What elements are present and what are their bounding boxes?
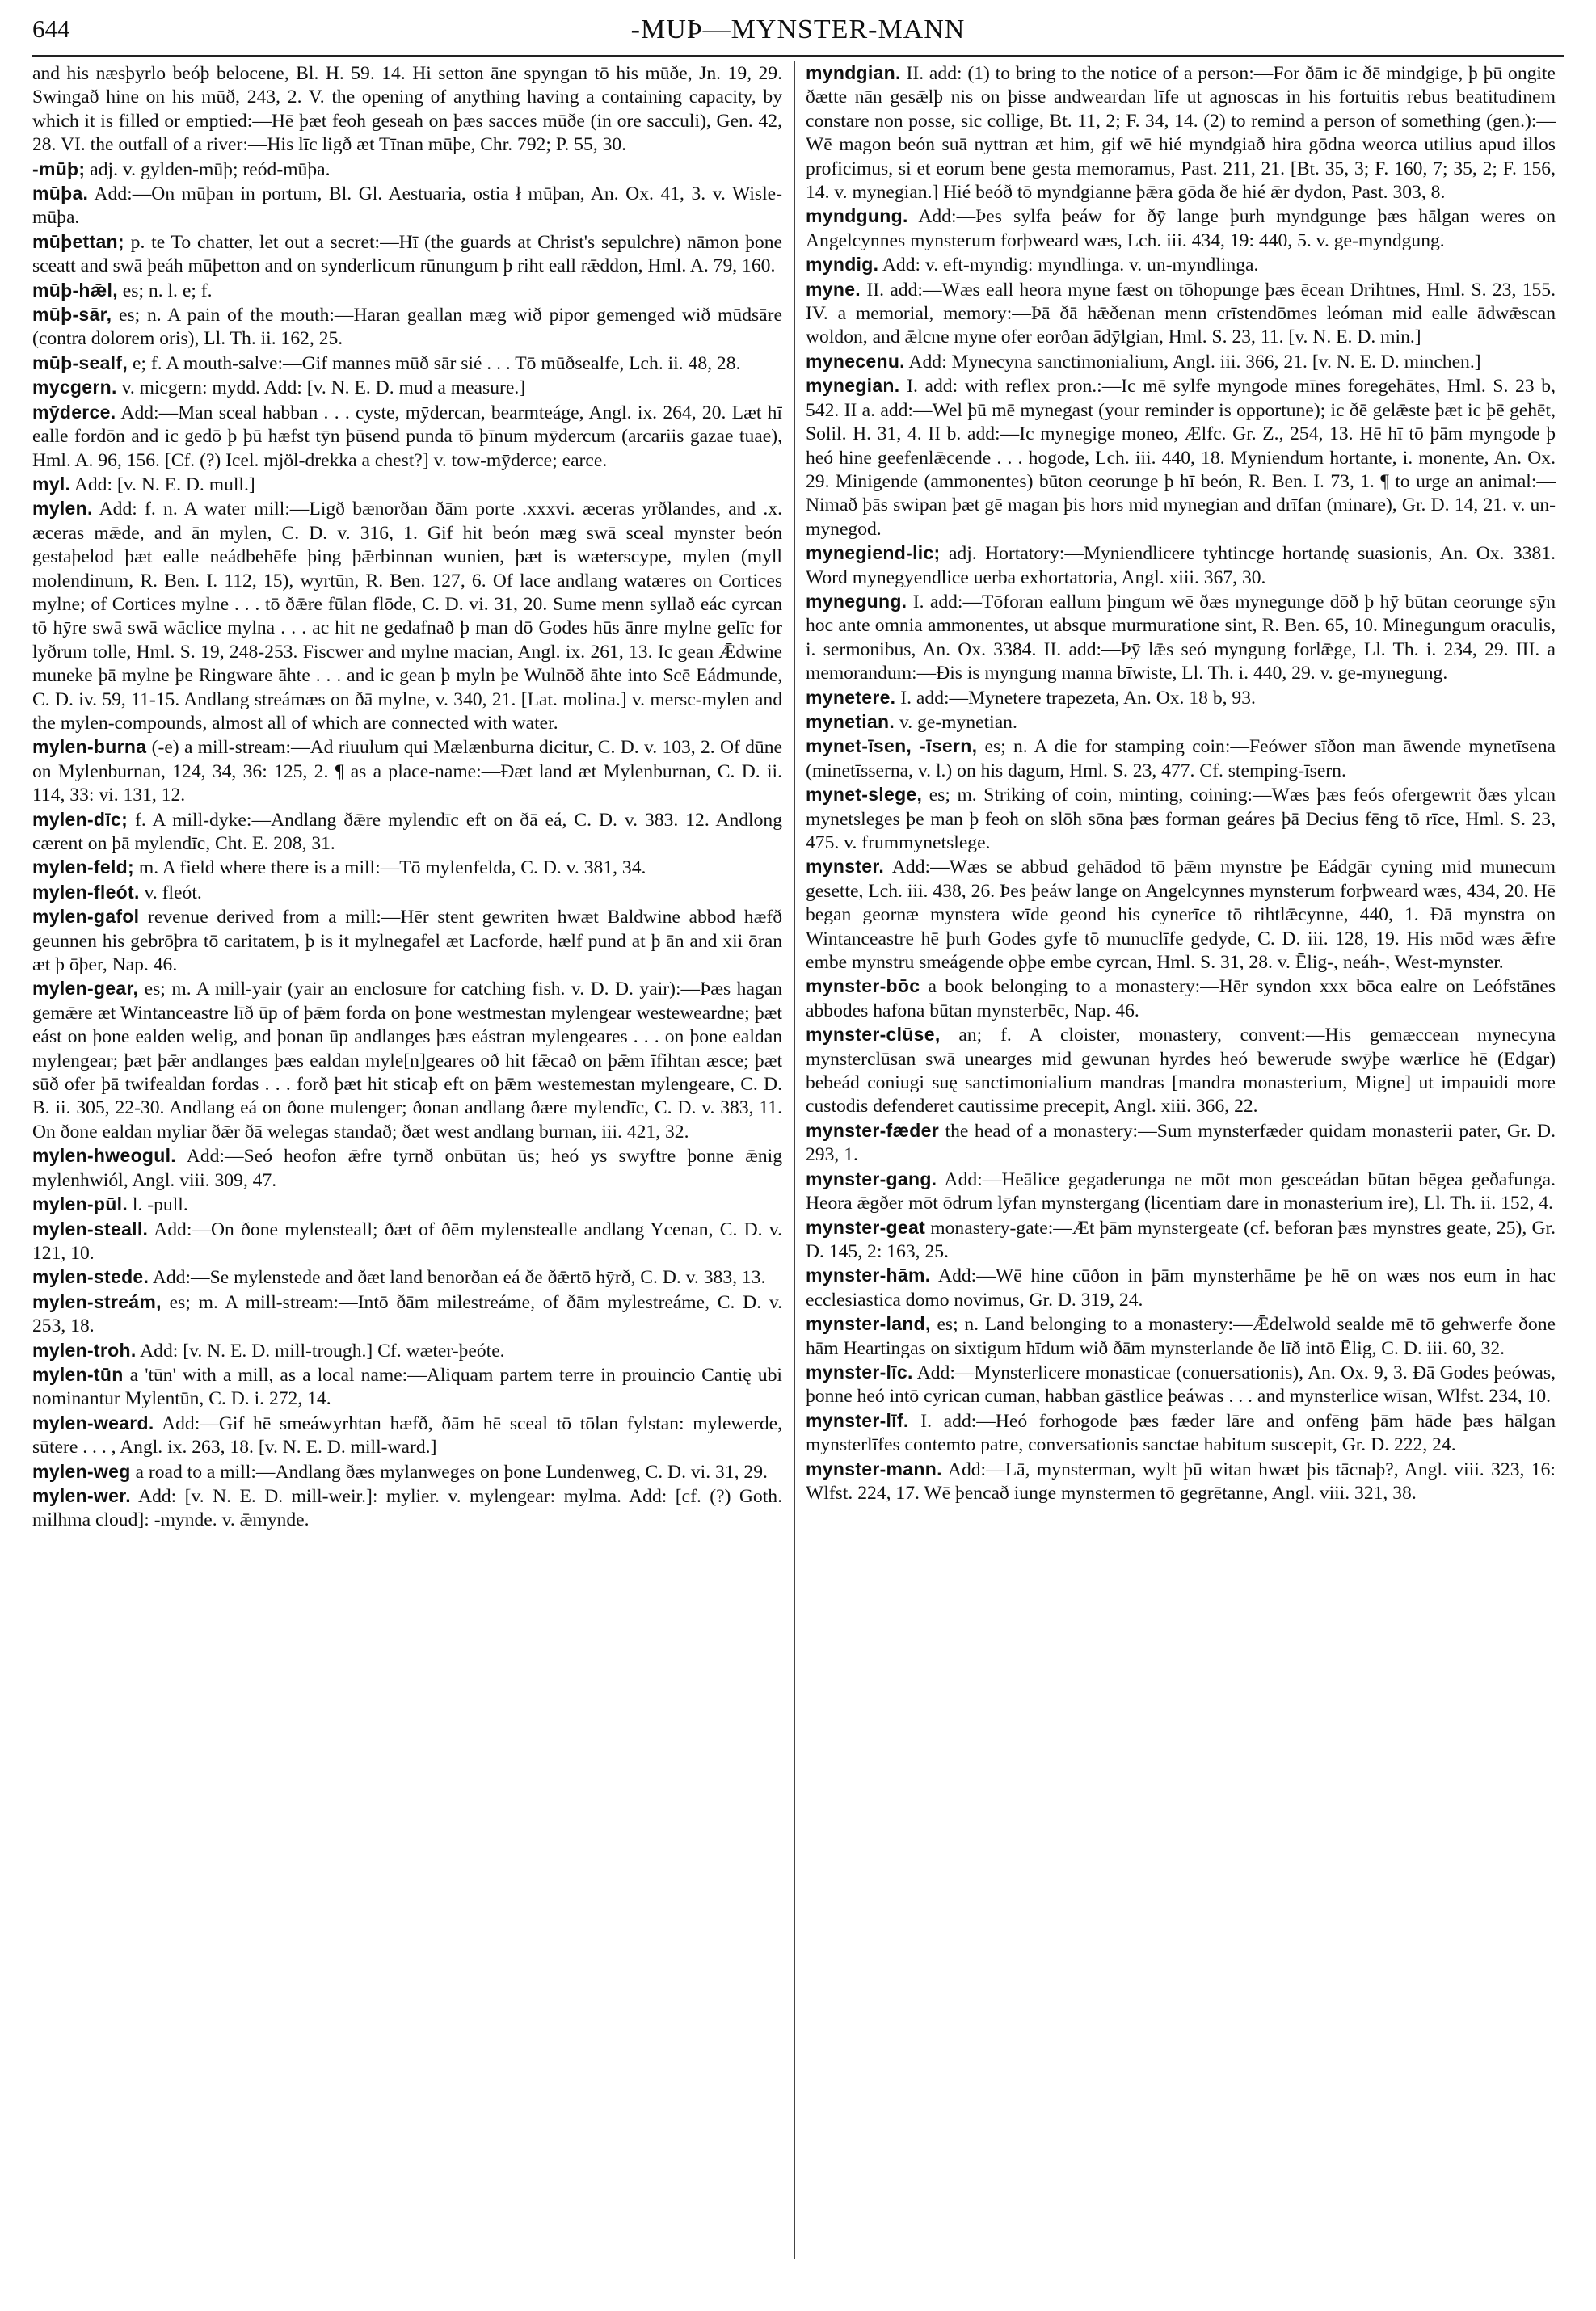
- entry-text: adj. Hortatory:—Myniendlicere tyhtincge hortandę suasionis, An. Ox. 3381. Word mynegyendlice uerba exhortatoria, Angl. xiii. 367, 30.: [806, 543, 1556, 588]
- entry-text: a 'tūn' with a mill, as a local name:—Aliquam partem terre in prouincio Cantię ubi nominantur Mylentūn, C. D. i. 272, 14.: [32, 1364, 782, 1410]
- dictionary-entry: [32, 1339, 782, 1363]
- headword: mynetere.: [806, 686, 896, 708]
- entry-text: the head of a monastery:—Sum mynsterfæder quidam monasterii pater, Gr. D. 293, 1.: [806, 1120, 1556, 1166]
- entry-text: Add:—Mynsterlicere monasticae (conuersationis), An. Ox. 9, 3. Ðā Godes þeówas, þonne heó intō cyrican cuman, habban gāstlice þeáwas . . . and mynsterlice wīsan, Wlfst. 234, 10.: [806, 1362, 1556, 1408]
- dictionary-entry: [32, 1265, 782, 1290]
- dictionary-entry: [806, 974, 1556, 1023]
- entry-text: Add:—Wæs se abbud gehādod tō þǣm mynstre þe Eádgār cyning mid munecum gesette, Lch. iii. 438, 26. Þes þeáw lange on Angelcynnes mynsterum forþweard wæs, 434, 20. Hē began geornæ mynstera wīde geond his cynerīce tō rihtlǣcynne, 440, 1. Ðā mynstra on Wintanceastre hē þurh Godes gyfe tō munuclīfe gedyde, C. D. iii. 128, 19. His mōd wæs ǣfre embe mynstru smeágende oþþe embe cyrcan, Hml. S. 31, 28. v. Ēlig-, neáh-, West-mynster.: [806, 857, 1556, 974]
- dictionary-entry: [32, 1144, 782, 1193]
- dictionary-entry: [32, 473, 782, 497]
- entry-text: a road to a mill:—Andlang ðæs mylanweges on þone Lundenweg, C. D. vi. 31, 29.: [135, 1461, 768, 1483]
- entry-text: adj. v. gylden-mūþ; reód-mūþa.: [90, 158, 331, 180]
- right-column: [806, 61, 1556, 2292]
- headword: mūþettan;: [32, 230, 124, 252]
- entry-text: and his næsþyrlo beóþ belocene, Bl. H. 59. 14. Hi setton āne spyngan tō his mūðe, Jn. 19, 29. Swingað hine on his mūð, 243, 2. V. the opening of anything having a containing capacity, by which it is filled or emptied:—Hē þæt feoh geseah on þæs sacces mūðe (in ore sacculi), Gen. 42, 28. VI. the outfall of a river:—His līc ligð æt Tīnan mūþe, Chr. 792; P. 55, 30.: [32, 63, 782, 156]
- dictionary-entry: [806, 253, 1556, 277]
- dictionary-entry: [32, 1193, 782, 1217]
- entry-text: es; n. A pain of the mouth:—Haran geallan mæg wið pipor gemenged wið mūdsāre (contra dolorem oris), Ll. Th. ii. 162, 25.: [32, 305, 782, 350]
- dictionary-entry: [32, 905, 782, 977]
- entry-text: monastery-gate:—Æt þām mynstergeate (cf. beforan þæs mynstres geate, 25), Gr. D. 145, 2: 163, 25.: [806, 1217, 1556, 1262]
- entry-text: I. add:—Heó forhogode þæs fæder lāre and onfēng þām hāde þæs hālgan mynsterlīfes contemto patre, conversationis sanctae habitum suscepit, Gr. D. 222, 24.: [806, 1410, 1556, 1456]
- entry-text: Add:—On ðone mylensteall; ðæt of ðēm mylenstealle andlang Ycenan, C. D. v. 121, 10.: [32, 1219, 782, 1264]
- entry-text: Add:—Seó heofon ǣfre tyrnð onbūtan ūs; heó ys swyftre þonne ǣnig mylenhwiól, Angl. viii. 309, 47.: [32, 1146, 782, 1191]
- headword: mylen-dīc;: [32, 808, 128, 830]
- dictionary-entry: [32, 735, 782, 807]
- entry-text: Add:—On mūþan in portum, Bl. Gl. Aestuaria, ostia ł mūþan, An. Ox. 41, 3. v. Wisle-mūþa.: [32, 183, 782, 229]
- dictionary-entry: [806, 783, 1556, 855]
- dictionary-entry: [32, 1460, 782, 1484]
- dictionary-entry: [32, 856, 782, 880]
- left-column: [32, 61, 782, 2292]
- headword: mynegian.: [806, 375, 900, 397]
- dictionary-entry: [32, 1412, 782, 1460]
- dictionary-entry: [806, 590, 1556, 686]
- headword: mylen-stede.: [32, 1266, 149, 1288]
- dictionary-entry: [32, 977, 782, 1144]
- dictionary-entry: [806, 855, 1556, 974]
- entry-text: v. ge-mynetian.: [899, 711, 1017, 733]
- entry-text: p. te To chatter, let out a secret:—Hī (the guards at Christ's sepulchre) nāmon þone sceatt and swā þeáh mūþetton and on synderlicum rūnungum þ riht eall rǣddon, Hml. A. 79, 160.: [32, 231, 782, 277]
- headword: mynster-gang.: [806, 1168, 937, 1189]
- entry-text: Add: f. n. A water mill:—Ligð bænorðan ðām porte .xxxvi. æceras yrðlandes, and .x. æceras mǣde, and ān mylen, C. D. v. 316, 1. Gif hit beón mæg swā sceal mynster beón gestaþelod þæt ealle neádbehēfe þing þǣrbinnan wunien, þæt is wæterscype, mylen (myll molendinum, R. Ben. I. 112, 15), wyrtūn, R. Ben. 127, 6. Of lace andlang watæres on Cortices mylne; of Cortices mylne . . . tō ðǣre fūlan flōde, C. D. vi. 31, 20. Sume menn syllað eác cyrcan tō hȳre swā swā wāclice mylna . . . ac hit ne gedafnað þ man dō Godes hūs ānre mylne gelīc for lyðrum tolle, Hml. S. 19, 248-253. Fiscwer and mylne macian, Angl. ix. 261, 13. Ic gean Ǣdwine muneke þā mylne þe Ringware āhte . . . and ic gean þ myln þe Wulnōð āhte into Scē Eádmunde, C. D. iv. 59, 11-15. Andlang streámæs on ðā mylne, v. 340, 21. [Lat. molina.] v. mersc-mylen and the mylen-compounds, almost all of which are connected with water.: [32, 499, 782, 734]
- dictionary-entry: [32, 808, 782, 857]
- entry-text: Add: Mynecyna sanctimonialium, Angl. iii. 366, 21. [v. N. E. D. minchen.]: [908, 351, 1481, 373]
- headword: mynegung.: [806, 590, 907, 612]
- entry-text: Add:—Wē hine cūðon in þām mynsterhāme þe hē on wæs nos eum in hac ecclesiastica domo novimus, Gr. D. 319, 24.: [806, 1265, 1556, 1311]
- headword: myndig.: [806, 254, 879, 276]
- dictionary-entry: [806, 710, 1556, 735]
- entry-text: I. add:—Tōforan eallum þingum wē ðæs mynegunge dōð þ hȳ būtan ceorunge sȳn hoc ante omnia ammonentes, ut absque murmuratione sint, R. Ben. 65, 10. Minegungum oraculis, i. sermonibus, An. Ox. 3384. II. add:—Þȳ lǣs seó myngung forlǣge, Ll. Th. i. 234, 29. III. a memorandum:—Ðis is myngung manna bīwiste, Ll. Th. i. 440, 29. v. ge-mynegung.: [806, 591, 1556, 684]
- entry-text: II. add: (1) to bring to the notice of a person:—For ðām ic ðē mindgige, þ þū ongite ðætte nān gesǣlþ nis on þisse andweardan līfe ut agnoscas in his fortuitis rebus beatitudinem constare non posse, sic collige, Bt. 11, 2; F. 34, 14. (2) to remind a person of something (gen.):—Wē magon beón suā nyttran æt him, gif wē hié myndgiað hira gōdna weorca utilius apud illos proficimus, si et eorum bene gesta memoramus, Past. 211, 21. [Bt. 35, 3; F. 160, 7; 35, 2; F. 156, 14. v. mynegian.] Hié beóð tō myndgianne þǣra gōda ðe hié ǣr dydon, Past. 303, 8.: [806, 63, 1556, 204]
- dictionary-entry: [806, 204, 1556, 253]
- dictionary-entry: [806, 278, 1556, 350]
- entry-text: Add: v. eft-myndig: myndlinga. v. un-myndlinga.: [882, 255, 1259, 276]
- entry-text: a book belonging to a monastery:—Hēr syndon xxx bōca ealre on Leófstānes abbodes hafona būtan mynsterbēc, Nap. 46.: [806, 976, 1556, 1021]
- dictionary-entry: [806, 1312, 1556, 1361]
- headword: myne.: [806, 278, 861, 300]
- dictionary-entry: [806, 735, 1556, 783]
- dictionary-entry: [806, 1216, 1556, 1265]
- entry-text: Add:—Se mylenstede and ðæt land benorðan eá ðe ðǣrtō hȳrð, C. D. v. 383, 13.: [152, 1267, 766, 1289]
- entry-text: Add:—Gif hē smeáwyrhtan hæfð, ðām hē sceal tō tōlan fylstan: mylewerde, sūtere . . . , Angl. ix. 263, 18. [v. N. E. D. mill-ward.]: [32, 1412, 782, 1459]
- dictionary-entry: [806, 1361, 1556, 1409]
- headword: mūþ-hǣl,: [32, 279, 118, 301]
- headword: mylen-weg: [32, 1460, 131, 1482]
- dictionary-entry: [32, 303, 782, 351]
- entry-text: Add:—Man sceal habban . . . cyste, mȳdercan, bearmteáge, Angl. ix. 264, 20. Læt hī ealle fordōn and ic gedō þ þū hæfst tȳn þūsend punda tō þīnum mȳdercum (arcariis gazae tuae), Hml. A. 96, 156. [Cf. (?) Icel. mjöl-drekka a chest?] v. tow-mȳderce; earce.: [32, 402, 782, 471]
- headword: myl.: [32, 473, 71, 495]
- headword: -mūþ;: [32, 158, 86, 179]
- entry-text: l. -pull.: [132, 1194, 188, 1216]
- headword: mylen-burna: [32, 736, 147, 758]
- dictionary-entry: [32, 1484, 782, 1533]
- headword: mynet-slege,: [806, 784, 923, 806]
- entry-text: es; m. A mill-yair (yair an enclosure for catching fish. v. D. D. yair):—Þæs hagan gemǣre æt Wintanceastre līð ūp of þǣm forda on þone westmestan mylengear westeweardne; þæt eást on þone ealden welig, and þonan ūp andlanges þæs eástran mylengeares . . . on þone ealdan mylengear; þæt þǣr andlanges þæs ealdan myle[n]geares oð hit fǣcað on þǣm īfihtan æsce; þæt sūð ofer þā twifealdan fordas . . . forð þæt hit sticaþ eft on þǣm westemestan mylengeare, C. D. B. ii. 305, 22-30. Andlang eá on ðone mulenger; ðonan andlang ðære mylendīc, C. D. v. 383, 11. On ðone ealdan myliar ðǣr ðā welegas standað; ðæt west andlang burnan, iii. 421, 32.: [32, 979, 782, 1143]
- entry-text: v. micgern: mydd. Add: [v. N. E. D. mud a measure.]: [121, 377, 526, 399]
- dictionary-entry: [806, 374, 1556, 541]
- headword: mylen-fleót.: [32, 881, 140, 903]
- entry-text: Add:—Heālice gegaderunga ne mōt mon gesceádan būtan bēgea geðafunga. Heora ǣgðer mōt ōdrum lȳfan mynstergang (licentiam dare in monasterium ire), Ll. Th. ii. 152, 4.: [806, 1168, 1556, 1214]
- entry-text: es; m. A mill-stream:—Intō ðām milestreáme, of ðām mylestreáme, C. D. v. 253, 18.: [32, 1291, 782, 1337]
- dictionary-entry: [806, 1264, 1556, 1312]
- dictionary-entry: [32, 158, 782, 182]
- entry-text: I. add:—Mynetere trapezeta, An. Ox. 18 b, 93.: [900, 687, 1256, 709]
- entry-text: v. fleót.: [144, 882, 202, 903]
- dictionary-entry: [32, 881, 782, 905]
- headword: mylen-gear,: [32, 978, 139, 1000]
- dictionary-entry: [32, 497, 782, 735]
- headword: mynster-geat: [806, 1216, 926, 1238]
- headword: mynster-bōc: [806, 975, 920, 997]
- dictionary-entry: [32, 1363, 782, 1412]
- headword: mynster-mann.: [806, 1458, 942, 1480]
- entry-text: es; n. Land belonging to a monastery:—Ǣdelwold sealde mē tō gehwerfe ðone hām Heartingas on sixtigum hīdum wið ðām mynsterlande ðe līð intō Ēlig, C. D. iii. 60, 32.: [806, 1314, 1556, 1359]
- entry-text: Add:—Þes sylfa þeáw for ðȳ lange þurh myndgunge þæs hālgan weres on Angelcynnes mynsterum forþweard wæs, Lch. iii. 434, 19: 440, 5. v. ge-myndgung.: [806, 206, 1556, 251]
- headword: mūþ-sār,: [32, 304, 112, 326]
- dictionary-entry: [32, 279, 782, 303]
- headword: mynster-fæder: [806, 1119, 939, 1141]
- running-title: -MUÞ—MYNSTER-MANN: [630, 15, 966, 44]
- entry-text: f. A mill-dyke:—Andlang ðǣre mylendīc eft on ðā eá, C. D. v. 383. 12. Andlong cærent on þā mylendīc, Cht. E. 208, 31.: [32, 809, 782, 854]
- dictionary-entry: [32, 61, 782, 158]
- headword: mylen-gafol: [32, 906, 140, 928]
- entry-text: (-e) a mill-stream:—Ad riuulum qui Mælænburna dicitur, C. D. v. 103, 2. Of dūne on Mylenburnan, 124, 34, 36: 125, 2. ¶ as a place-name:—Ðæt land æt Mylenburnan, C. D. ii. 114, 33: vi. 131, 12.: [32, 737, 782, 806]
- headword: mylen-streám,: [32, 1290, 162, 1312]
- dictionary-entry: [806, 1409, 1556, 1458]
- dictionary-entry: [806, 541, 1556, 590]
- entry-text: es; n. l. e; f.: [122, 280, 213, 301]
- headword: mynecenu.: [806, 350, 905, 372]
- headword: mylen.: [32, 498, 93, 520]
- dictionary-entry: [32, 351, 782, 376]
- headword: mylen-troh.: [32, 1339, 137, 1361]
- dictionary-entry: [32, 376, 782, 400]
- dictionary-entry: [806, 1023, 1556, 1119]
- dictionary-entry: [806, 1168, 1556, 1216]
- dictionary-entry: [32, 1218, 782, 1266]
- entry-text: II. add:—Wæs eall heora myne fæst on tōhopunge þæs ēcean Drihtnes, Hml. S. 23, 155. IV. a memorial, memory:—Þā ðā hǣðenan menn crīstendōmes leóman mid ealle ādwǣscan woldon, and ǣlcne myne ofer eorðan ādȳlgian, Hml. S. 23, 11. [v. N. E. D. min.]: [806, 279, 1556, 348]
- headword: mūþa.: [32, 183, 89, 204]
- entry-text: e; f. A mouth-salve:—Gif mannes mūð sār sié . . . Tō mūðsealfe, Lch. ii. 48, 28.: [132, 352, 741, 374]
- headword: mynster-clūse,: [806, 1024, 941, 1046]
- dictionary-entry: [806, 61, 1556, 204]
- dictionary-entry: [32, 182, 782, 230]
- headword: mycgern.: [32, 377, 117, 398]
- dictionary-entry: [806, 1458, 1556, 1506]
- dictionary-entry: [806, 1119, 1556, 1168]
- page-header: [32, 15, 1564, 55]
- entry-text: an; f. A cloister, monastery, convent:—His gemæccean mynecyna mynsterclūsan swā unearges mid gewunan hyrdes heó bewerude swȳþe wærlīce hē (Edgar) bebeád coniugi suę sanctimonialium mandras [mandra monasterium, Migne] ut impauidi more custodis defenderet cautissime precepit, Angl. xiii. 366, 22.: [806, 1025, 1556, 1118]
- dictionary-entry: [806, 350, 1556, 374]
- entry-text: revenue derived from a mill:—Hēr stent gewriten hwæt Baldwine abbod hæfð geunnen his gebrōþra tō caritatem, þ is it mylnegafel æt Lacforde, hælf pund at þ ān and xii ōran æt þ ōþer, Nap. 46.: [32, 907, 782, 976]
- headword: mylen-steall.: [32, 1218, 149, 1240]
- headword: mȳderce.: [32, 401, 116, 423]
- headword: mynet-īsen, -īsern,: [806, 735, 978, 757]
- headword: myndgung.: [806, 205, 908, 227]
- dictionary-entry: [806, 686, 1556, 710]
- entry-text: Add: [v. N. E. D. mull.]: [74, 474, 255, 495]
- headword: mylen-pūl.: [32, 1193, 128, 1215]
- headword: mynster-līc.: [806, 1361, 913, 1383]
- headword: mylen-wer.: [32, 1484, 131, 1506]
- headword: mynster-līf.: [806, 1409, 909, 1431]
- headword: mylen-feld;: [32, 857, 134, 878]
- entry-text: es; m. Striking of coin, minting, coining:—Wæs þæs feós ofergewrit ðæs ylcan mynetsleges þe man þ feoh on slōh sōna þæs forman geáres þā Decius fēng tō rīce, Hml. S. 23, 475. v. frummynetslege.: [806, 785, 1556, 853]
- headword: mylen-weard.: [32, 1412, 154, 1433]
- headword: mynster.: [806, 856, 885, 878]
- dictionary-entry: [32, 230, 782, 279]
- headword: mūþ-sealf,: [32, 351, 128, 373]
- entry-text: I. add: with reflex pron.:—Ic mē sylfe myngode mīnes foregehātes, Hml. S. 23 b, 542. II a. add:—Wel þū mē mynegast (your reminder is opportune); ic ðē gelǣste þæt ic þē gehēt, Solil. H. 31, 4. II b. add:—Ic mynegige moneo, Ælfc. Gr. Z., 254, 13. Hē hī tō þām myngode þ heó hine geefenlǣcende . . . hogode, Lch. iii. 440, 18. Myniendum hortante, i. monente, An. Ox. 29. Minigende (ammonentes) būton ceorunge þ hī beón, R. Ben. I. 73, 1. ¶ to urge an animal:—Nimað þās swipan þæt gē magan þis hors mid mynegian and drīfan (minare), Gr. D. 14, 21. v. un-mynegod.: [806, 376, 1556, 540]
- dictionary-entry: [32, 401, 782, 473]
- headword: mynetian.: [806, 710, 895, 732]
- headword: mynster-hām.: [806, 1265, 931, 1286]
- headword: mynegiend-lic;: [806, 542, 941, 564]
- entry-text: m. A field where there is a mill:—Tō mylenfelda, C. D. v. 381, 34.: [138, 857, 646, 879]
- column-divider: [794, 61, 795, 2259]
- headword: mynster-land,: [806, 1313, 931, 1335]
- headword: mylen-hweogul.: [32, 1145, 176, 1167]
- entry-text: Add: [v. N. E. D. mill-trough.] Cf. wæter-þeóte.: [140, 1340, 505, 1362]
- headword: myndgian.: [806, 62, 901, 83]
- entry-text: es; n. A die for stamping coin:—Feówer sīðon man āwende mynetīsena (minetīsserna, v. l.) on his dagum, Hml. S. 23, 477. Cf. stemping-īsern.: [806, 736, 1556, 781]
- entry-text: Add: [v. N. E. D. mill-weir.]: mylier. v. mylengear: mylma. Add: [cf. (?) Goth. milhma cloud]: -mynde. v. ǣmynde.: [32, 1485, 782, 1531]
- entry-text: Add:—Lā, mynsterman, wylt þū witan hwæt þis tācnaþ?, Angl. viii. 323, 16: Wlfst. 224, 17. Wē þencað iunge mynstermen tō gegrētanne, Angl. viii. 321, 38.: [806, 1459, 1556, 1504]
- header-rule: [32, 55, 1564, 57]
- page-number: 644: [32, 15, 70, 43]
- headword: mylen-tūn: [32, 1363, 124, 1385]
- dictionary-entry: [32, 1290, 782, 1339]
